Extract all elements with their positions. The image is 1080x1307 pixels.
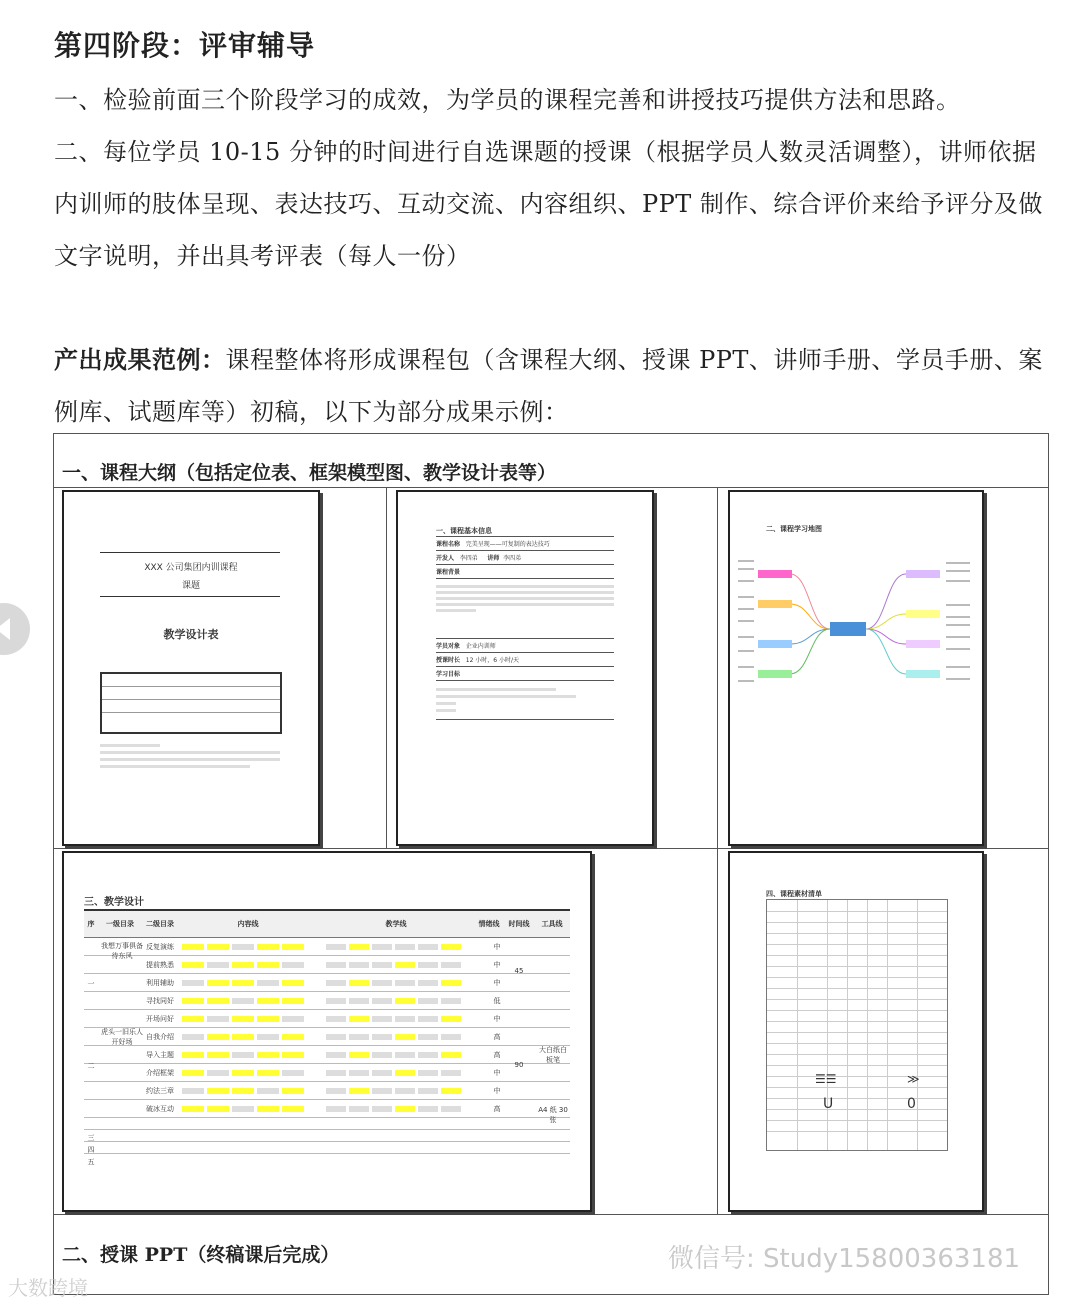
teaching-line-cells [322,1052,482,1058]
teaching-line-cells [322,1070,482,1076]
emotion-value: 低 [493,996,501,1005]
info-label: 授课时长 [436,657,461,664]
teaching-line-cells [322,944,482,950]
row-num: 五 [87,1158,95,1166]
design-row [84,1082,570,1100]
cover-org: XXX 公司集团内训课程 [144,563,238,573]
grid-line [767,1032,947,1033]
divider [54,487,1048,488]
grid-line [767,1098,947,1099]
content-line-cells [178,1034,322,1040]
emotion-value: 中 [493,1014,501,1023]
module-name: 约法三章 [146,1086,174,1095]
grid-line [797,900,798,1150]
col-header: 工具线 [541,920,563,928]
col-header: 二级目录 [146,920,174,928]
content-line-cells [178,980,322,986]
rule [100,552,280,553]
content-line-cells [178,962,322,968]
tool-value: A4 纸 30 张 [538,1106,568,1124]
grid-line [767,1076,947,1077]
module-name: 提前熟悉 [146,960,174,969]
wechat-watermark: 微信号: Study15800363181 [668,1244,1021,1274]
grid-line [767,944,947,945]
info-label: 学员对象 [436,643,461,650]
grid-line [767,966,947,967]
thumb-teaching-design [62,851,592,1212]
materials-table [766,899,948,1151]
info-value: 李四弟 [503,555,522,562]
lines-icon: ☰☰ [815,1072,837,1086]
design-table [84,909,570,1166]
mind-map-diagram [730,532,984,732]
paragraph-3 [54,334,1054,438]
info-label: 课程背景 [436,569,461,576]
group-label: 虎头一旧乐人开好场 [101,1028,143,1046]
row-num: 四 [87,1146,95,1154]
teaching-line-cells [322,1106,482,1112]
cover-notes [100,744,280,768]
col-header: 一级目录 [106,920,134,928]
grid-line [767,1131,947,1132]
divider [386,487,387,848]
col-header: 内容线 [237,920,259,928]
grid-line [767,1109,947,1110]
divider [54,1214,1048,1215]
grid-line [917,900,918,1150]
module-name: 开场问好 [146,1014,174,1023]
design-row [84,1028,570,1046]
content-line-cells [178,998,322,1004]
grid-line [767,1010,947,1011]
page-heading: 第四阶段：评审辅导 [54,29,316,62]
col-header: 教学线 [385,920,407,928]
content-line-cells [178,1016,322,1022]
design-row [84,1010,570,1028]
outcome-table [53,433,1049,1295]
grid-line [767,1043,947,1044]
teaching-line-cells [322,1016,482,1022]
info-label: 学习目标 [436,671,461,678]
content-line-cells [178,944,322,950]
grid-line [767,1120,947,1121]
info-value: 企业内训师 [465,643,496,650]
info-label: 讲师 [487,555,500,562]
time-value: 45 [514,967,524,975]
design-row [84,938,570,956]
row-num: 一 [87,980,95,988]
grid-line [767,955,947,956]
divider [54,848,1048,849]
design-row [84,1100,570,1118]
emotion-value: 高 [493,1104,501,1113]
u-shape-icon: U [823,1096,834,1112]
grid-line [767,1065,947,1066]
info-value: 完美呈现——可复制的表达技巧 [465,541,550,548]
design-row [84,1064,570,1082]
emotion-value: 中 [493,978,501,987]
group-label: 我想万事俱备待东风 [101,942,143,960]
paragraph-2: 二、每位学员 10-15 分钟的时间进行自选课题的授课（根据学员人数灵活调整），讲师依据内训师的肢体呈现、表达技巧、互动交流、内容组织、PPT 制作、综合评价来给予评分及做文字说明，并出具考评表（每人一份） [54,138,1043,270]
oval-icon: 0 [907,1096,916,1112]
module-name: 寻找同好 [146,996,174,1005]
design-row-empty [84,1130,570,1142]
info-value: 李四弟 [459,555,478,562]
thumb-course-info [396,490,654,846]
cover-topic: 课题 [181,581,200,591]
row-num: 二 [87,1062,95,1070]
emotion-value: 高 [493,1032,501,1041]
thumb-learning-map [728,490,984,846]
section-syllabus-title: 一、课程大纲（包括定位表、框架模型图、教学设计表等） [62,462,557,484]
module-name: 介绍框架 [146,1068,174,1077]
info-value: 12 小时，6 小时/天 [465,657,520,664]
module-name: 利用辅助 [146,978,174,987]
design-header-row [84,911,570,938]
grid-line [887,900,888,1150]
row-num: 三 [87,1134,95,1142]
content-line-cells [178,1106,322,1112]
grid-line [767,922,947,923]
cover-info-box [100,672,282,734]
cover-doc-title: 教学设计表 [163,628,219,641]
tool-value: 大白纸白板笔 [539,1046,567,1064]
teaching-line-cells [322,962,482,968]
design-row [84,1046,570,1064]
divider [717,487,718,1214]
teaching-line-cells [322,1088,482,1094]
teaching-line-cells [322,1034,482,1040]
grid-line [827,900,828,1150]
emotion-value: 中 [493,960,501,969]
emotion-value: 中 [493,942,501,951]
brand-logo: 大数跨境 [8,1276,88,1300]
grid-line [867,900,868,1150]
paragraph-1: 一、检验前面三个阶段学习的成效，为学员的课程完善和讲授技巧提供方法和思路。 [54,86,961,114]
design-rows [84,938,570,1154]
grid-line [767,977,947,978]
info-section: 一、课程基本信息 [436,527,492,535]
info-table [436,536,614,720]
grid-line [767,1021,947,1022]
col-header: 序 [87,920,95,928]
grid-line [847,900,848,1150]
outcome-label: 产出成果范例： [54,345,226,374]
content-line-cells [178,1070,322,1076]
materials-title: 四、课程素材清单 [766,890,822,898]
design-row [84,974,570,992]
emotion-value: 中 [493,1086,501,1095]
time-value: 90 [514,1061,524,1069]
section-ppt-title: 二、授课 PPT（终稿课后完成） [62,1244,340,1266]
module-name: 自我介绍 [146,1032,174,1041]
grid-line [767,911,947,912]
design-row-empty [84,1142,570,1154]
teaching-line-cells [322,998,482,1004]
prev-arrow-icon[interactable] [0,603,30,655]
module-name: 反复演练 [146,942,174,951]
col-header: 时间线 [508,920,530,928]
info-label: 课程名称 [436,541,461,548]
thumb-materials-list [728,851,984,1212]
thumb-cover-page [62,490,320,846]
grid-line [767,933,947,934]
grid-line [767,988,947,989]
grid-line [767,1054,947,1055]
map-title: 二、课程学习地图 [766,525,822,533]
emotion-value: 中 [493,1068,501,1077]
design-row-empty [84,1118,570,1130]
chevrons-icon: ≫ [907,1072,920,1086]
content-line-cells [178,1088,322,1094]
content-line-cells [178,1052,322,1058]
module-name: 导入主题 [146,1050,174,1059]
outcome-text: 课程整体将形成课程包（含课程大纲、授课 PPT、讲师手册、学员手册、案例库、试题库等）初稿，以下为部分成果示例： [54,346,1043,426]
module-name: 破冰互动 [146,1104,174,1113]
design-row [84,992,570,1010]
design-title: 三、教学设计 [84,897,144,908]
grid-line [767,1087,947,1088]
grid-line [767,999,947,1000]
design-row [84,956,570,974]
emotion-value: 高 [493,1050,501,1059]
info-label: 开发人 [436,555,455,562]
col-header: 情绪线 [478,920,500,928]
rule [100,596,280,597]
teaching-line-cells [322,980,482,986]
